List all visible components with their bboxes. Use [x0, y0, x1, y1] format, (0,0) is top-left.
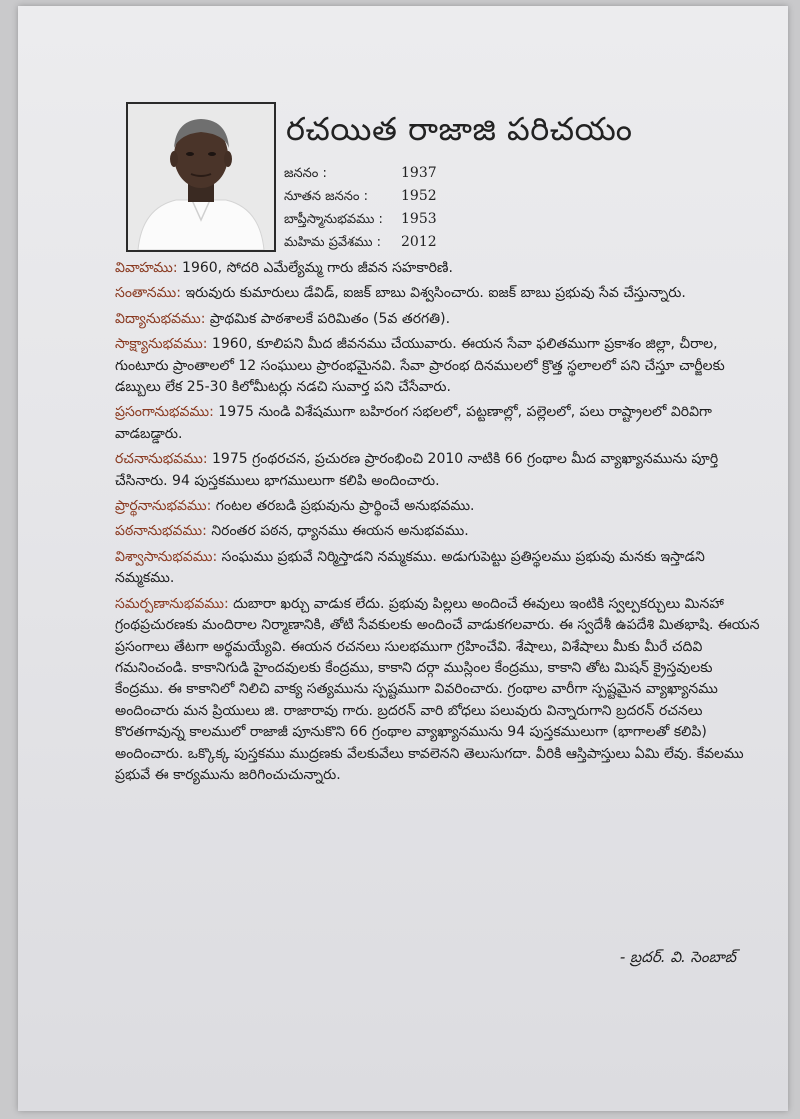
- date-year: 2012: [401, 234, 437, 250]
- date-year: 1953: [401, 211, 437, 227]
- paragraph-text: ప్రాథమిక పాఠశాలకే పరిమితం (5వ తరగతి).: [205, 310, 451, 327]
- paragraph-label: రచనానుభవము:: [115, 451, 208, 468]
- paragraph-text: 1960, కూలిపని మీద జీవనము చేయువారు. ఈయన సేవా ఫలితముగా ప్రకాశం జిల్లా, చీరాల, గుంటూరు ప్రాంతాలలో 12 సంఘులు ప్రారంభమైనవి. సేవా ప్రారంభ దినములలో క్రొత్త స్థలాలలో పని చేస్తూ చార్జీలకు డబ్బులు లేక 25-30 కిలోమీటర్లు నడచి సువార్త పని చేసేవారు.: [115, 336, 725, 396]
- author-photo: [126, 102, 276, 252]
- date-label: నూతన జననం :: [284, 189, 369, 204]
- date-row: [284, 185, 484, 208]
- author-signature: - బ్రదర్. వి. సెంబాబ్: [619, 948, 736, 966]
- book-page: [18, 6, 788, 1111]
- paragraph-label: విశ్వాసానుభవము:: [115, 548, 218, 565]
- bio-paragraph-testimony: [115, 334, 765, 398]
- paragraph-text: సంఘము ప్రభువే నిర్మిస్తాడని నమ్మకము. అడుగుపెట్టు ప్రతిస్థలము ప్రభువు మనకు ఇస్తాడని నమ్మకము.: [115, 548, 705, 587]
- paragraph-text: 1960, సోదరి ఎమేల్యేమ్మ గారు జీవన సహకారిణి.: [177, 260, 453, 276]
- paragraph-label: విద్యానుభవము:: [115, 310, 206, 327]
- biography-body: [115, 258, 765, 790]
- bio-paragraph-education: [115, 309, 765, 330]
- date-row: [284, 208, 484, 231]
- bio-paragraph-reading: [115, 521, 765, 542]
- date-label: జననం :: [284, 166, 327, 181]
- date-label: బాప్తీస్మానుభవము :: [284, 212, 383, 227]
- paragraph-text: 1975 గ్రంథరచన, ప్రచురణ ప్రారంభించి 2010 నాటికి 66 గ్రంథాల మీద వ్యాఖ్యానమును పూర్తి చేసినారు. 94 పుస్తకములు భాగములుగా కలిపి అందించారు.: [115, 451, 719, 489]
- paragraph-label: ప్రార్థనానుభవము:: [115, 498, 212, 515]
- bio-paragraph-preaching: [115, 402, 765, 445]
- life-dates: [284, 162, 484, 254]
- paragraph-text: నిరంతర పఠన, ధ్యానము ఈయన అనుభవము.: [206, 523, 469, 540]
- paragraph-label: ప్రసంగానుభవము:: [115, 404, 214, 421]
- paragraph-text: గంటల తరబడి ప్రభువును ప్రార్థించే అనుభవము.: [211, 498, 475, 515]
- date-row: [284, 231, 484, 254]
- paragraph-text: ఇరువురు కుమారులు డేవిడ్, ఐజక్ బాబు విశ్వసించారు. ఐజక్ బాబు ప్రభువు సేవ చేస్తున్నారు.: [181, 285, 686, 302]
- bio-paragraph-marriage: [115, 258, 765, 279]
- author-portrait-image: [128, 104, 274, 250]
- paragraph-label: సమర్పణానుభవము:: [115, 595, 229, 612]
- date-label: మహిమ ప్రవేశము :: [284, 235, 382, 250]
- paragraph-label: వివాహము:: [115, 260, 178, 276]
- paragraph-label: పఠనానుభవము:: [115, 523, 207, 540]
- bio-paragraph-faith: [115, 547, 765, 590]
- date-row: [284, 162, 484, 185]
- date-year: 1937: [401, 165, 437, 181]
- paragraph-text: 1975 నుండి విశేషముగా బహిరంగ సభలలో, పట్టణాల్లో, పల్లెలలో, పలు రాష్ట్రాలలో విరివిగా వాడబడ్డారు.: [115, 404, 712, 442]
- paragraph-label: సంతానము:: [115, 285, 181, 302]
- bio-paragraph-writing: [115, 449, 765, 492]
- bio-paragraph-dedication: [115, 594, 765, 787]
- date-year: 1952: [401, 188, 437, 204]
- bio-paragraph-children: [115, 283, 765, 304]
- bio-paragraph-prayer: [115, 496, 765, 517]
- paragraph-label: సాక్ష్యానుభవము:: [115, 336, 208, 353]
- paragraph-text: దుబారా ఖర్చు వాడుక లేదు. ప్రభువు పిల్లలు అందించే ఈవులు ఇంటికి స్వల్పకర్చులు మినహా గ్రంథప్రచురణకు మందిరాల నిర్మాణానికి, తోటి సేవకులకు అందించే వాడుకగలవారు. ఈ స్వదేశీ ఉపదేశి మితభాషి. ఈయన ప్రసంగాలు తేటగా అర్థమయ్యేవి. ఈయన రచనలు సులభముగా గ్రహించేవి. శేషాలు, విశేషాలు మీకు మీరే చదివి గమనించండి. కాకానిగుడి హైందవులకు కేంద్రము, కాకాని దర్గా ముస్లింల కేంద్రము, కాకాని తోట మిషన్ క్రైస్తవులకు కేంద్రము. ఈ కాకానిలో నిలిచి వాక్య సత్యమును స్పష్టముగా వివరించారు. గ్రంథాల వారీగా స్పష్టమైన వ్యాఖ్యానము అందించారు మన ప్రియులు జి. రాజారావు గారు. బ్రదరన్ వారి బోధలు పలువురు విన్నారుగాని బ్రదరన్ రచనలు కొరతగావున్న కాలములో రాజాజీ పూనుకొని 66 గ్రంథాల వ్యాఖ్యానమును 94 పుస్తకములుగా (భాగాలతో కలిపి) అందించారు. ఒక్కొక్క పుస్తకము ముద్రణకు వేలకువేలు కావలెనని తెలుసుగదా. వీరికి ఆస్తిపాస్తులు ఏమి లేవు. కేవలము ప్రభువే ఈ కార్యమును జరిగించుచున్నారు.: [115, 595, 760, 783]
- page-title: రచయిత రాజాజి పరిచయం: [286, 110, 633, 148]
